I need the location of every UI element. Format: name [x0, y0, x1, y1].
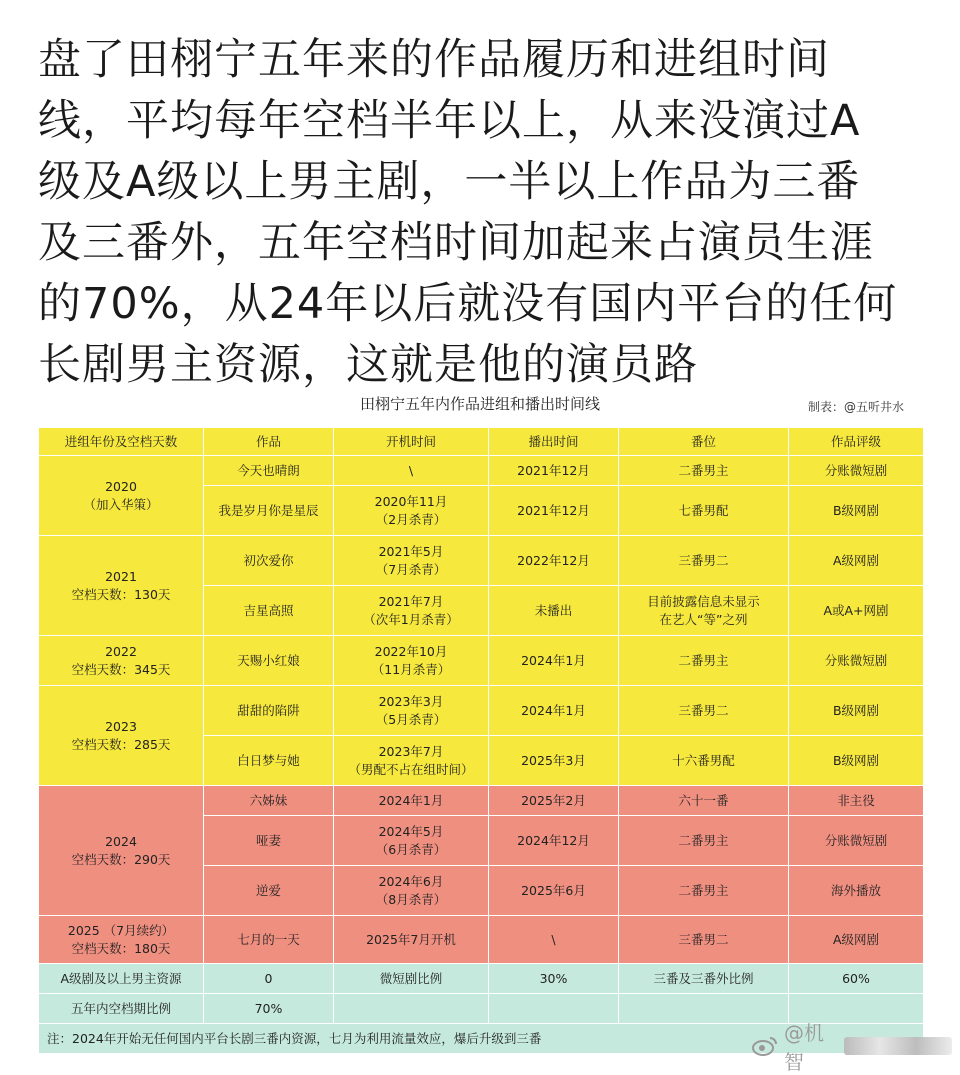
summary-label: 三番及三番外比例 — [619, 964, 789, 994]
summary-value: 0 — [204, 964, 334, 994]
billing — [619, 736, 789, 786]
summary-value: 60% — [789, 964, 924, 994]
start-date — [334, 486, 489, 536]
start-date — [334, 816, 489, 866]
work-title: 吉星高照 — [204, 586, 334, 636]
work-title: 六姊妹 — [204, 786, 334, 816]
start-date-line: 2021年5月 — [378, 543, 444, 559]
start-date-line: （男配不占在组时间） — [348, 761, 474, 777]
year-label: 2022 — [105, 643, 137, 659]
work-title: 初次爱你 — [204, 536, 334, 586]
blurred-username — [844, 1037, 952, 1055]
start-date — [334, 686, 489, 736]
work-title: 白日梦与她 — [204, 736, 334, 786]
billing — [619, 486, 789, 536]
rating: A或A+网剧 — [789, 586, 924, 636]
year-cell — [39, 636, 204, 686]
air-date: 未播出 — [489, 586, 619, 636]
rating: 海外播放 — [789, 866, 924, 916]
headline-line: 及三番外，五年空档时间加起来占演员生涯 — [38, 218, 874, 268]
work-title: 我是岁月你是星辰 — [204, 486, 334, 536]
rating: 分账微短剧 — [789, 816, 924, 866]
start-date-line: 2023年3月 — [378, 693, 444, 709]
rating: B级网剧 — [789, 686, 924, 736]
year-cell — [39, 536, 204, 636]
billing-line: 二番男主 — [678, 652, 729, 668]
work-title: 今天也晴朗 — [204, 456, 334, 486]
summary-empty — [489, 994, 619, 1024]
start-date — [334, 786, 489, 816]
billing-line: 二番男主 — [678, 832, 729, 848]
start-date — [334, 736, 489, 786]
billing — [619, 816, 789, 866]
watermark-text: @机智 — [784, 1021, 824, 1074]
start-date-line: 2023年7月 — [378, 743, 444, 759]
start-date — [334, 916, 489, 964]
air-date: 2022年12月 — [489, 536, 619, 586]
year-note: （加入华策） — [83, 496, 159, 512]
headline-line: 盘了田栩宁五年来的作品履历和进组时间 — [38, 35, 830, 85]
air-date: \ — [489, 916, 619, 964]
start-date-line: 2021年7月 — [378, 593, 444, 609]
work-title: 哑妻 — [204, 816, 334, 866]
table-row — [39, 786, 924, 816]
billing — [619, 916, 789, 964]
billing-line: 二番男主 — [678, 462, 729, 478]
headline — [38, 30, 928, 396]
billing-line: 六十一番 — [678, 792, 729, 808]
air-date: 2021年12月 — [489, 456, 619, 486]
weibo-watermark — [752, 1021, 952, 1074]
rating: 分账微短剧 — [789, 456, 924, 486]
air-date: 2021年12月 — [489, 486, 619, 536]
summary-label: 微短剧比例 — [334, 964, 489, 994]
start-date-line: 2025年7月开机 — [366, 931, 456, 947]
billing-line: 二番男主 — [678, 882, 729, 898]
billing-line: 七番男配 — [678, 502, 729, 518]
billing — [619, 786, 789, 816]
start-date-line: \ — [408, 462, 414, 478]
billing — [619, 866, 789, 916]
table-row — [39, 456, 924, 486]
work-title: 逆爱 — [204, 866, 334, 916]
table-credit: 制表：@五听井水 — [808, 400, 905, 414]
air-date: 2024年12月 — [489, 816, 619, 866]
summary-empty — [334, 994, 489, 1024]
year-cell — [39, 686, 204, 786]
headline-line: 线，平均每年空档半年以上，从来没演过A — [38, 96, 861, 146]
billing-line: 三番男二 — [678, 552, 729, 568]
headline-line: 的70%，从24年以后就没有国内平台的任何 — [38, 279, 898, 329]
billing-line: 在艺人“等”之列 — [659, 611, 748, 627]
header-cell: 作品评级 — [789, 428, 924, 456]
billing-line: 三番男二 — [678, 702, 729, 718]
summary-label: 五年内空档期比例 — [39, 994, 204, 1024]
start-date-line: （2月杀青） — [375, 511, 447, 527]
work-title: 天赐小红娘 — [204, 636, 334, 686]
year-label: 2025 （7月续约） — [67, 922, 175, 938]
summary-row — [39, 964, 924, 994]
rating: B级网剧 — [789, 736, 924, 786]
rating: A级网剧 — [789, 536, 924, 586]
year-label: 2020 — [105, 478, 137, 494]
start-date-line: （8月杀青） — [375, 891, 447, 907]
header-cell: 番位 — [619, 428, 789, 456]
header-cell: 作品 — [204, 428, 334, 456]
billing-line: 三番男二 — [678, 931, 729, 947]
table-row — [39, 536, 924, 586]
start-date-line: 2022年10月 — [374, 643, 448, 659]
table-header-row — [39, 428, 924, 456]
billing-line: 目前披露信息未显示 — [647, 593, 760, 609]
year-cell — [39, 456, 204, 536]
year-gap: 空档天数：345天 — [71, 661, 171, 677]
start-date-line: （5月杀青） — [375, 711, 447, 727]
air-date: 2025年6月 — [489, 866, 619, 916]
start-date-line: （11月杀青） — [371, 661, 451, 677]
year-gap: 空档天数：290天 — [71, 851, 171, 867]
table-row — [39, 686, 924, 736]
billing — [619, 586, 789, 636]
work-title: 甜甜的陷阱 — [204, 686, 334, 736]
air-date: 2025年3月 — [489, 736, 619, 786]
rating: 非主役 — [789, 786, 924, 816]
headline-line: 长剧男主资源，这就是他的演员路 — [38, 340, 698, 390]
start-date-line: 2024年6月 — [378, 873, 444, 889]
start-date-line: 2024年1月 — [378, 792, 444, 808]
header-cell: 播出时间 — [489, 428, 619, 456]
header-cell: 开机时间 — [334, 428, 489, 456]
year-gap: 空档天数：130天 — [71, 586, 171, 602]
billing — [619, 456, 789, 486]
year-gap: 空档天数：180天 — [71, 940, 171, 956]
table-title: 田栩宁五年内作品进组和播出时间线 — [359, 395, 600, 413]
summary-empty — [619, 994, 789, 1024]
table-row — [39, 916, 924, 964]
start-date-line: 2020年11月 — [374, 493, 448, 509]
start-date — [334, 456, 489, 486]
start-date-line: 2024年5月 — [378, 823, 444, 839]
start-date-line: （6月杀青） — [375, 841, 447, 857]
billing-line: 十六番男配 — [672, 752, 735, 768]
summary-label: A级剧及以上男主资源 — [39, 964, 204, 994]
summary-value: 30% — [489, 964, 619, 994]
start-date — [334, 866, 489, 916]
year-label: 2021 — [105, 568, 137, 584]
billing — [619, 686, 789, 736]
air-date: 2024年1月 — [489, 636, 619, 686]
start-date — [334, 586, 489, 636]
air-date: 2025年2月 — [489, 786, 619, 816]
rating: 分账微短剧 — [789, 636, 924, 686]
start-date-line: （次年1月杀青） — [363, 611, 459, 627]
start-date — [334, 636, 489, 686]
year-label: 2023 — [105, 718, 137, 734]
work-title: 七月的一天 — [204, 916, 334, 964]
year-cell — [39, 916, 204, 964]
weibo-logo-icon — [752, 1035, 778, 1057]
start-date-line: （7月杀青） — [375, 561, 447, 577]
billing — [619, 636, 789, 686]
table-note: 注：2024年开始无任何国内平台长剧三番内资源，七月为利用流量效应，爆后升级到三番 — [39, 1024, 924, 1054]
year-label: 2024 — [105, 833, 137, 849]
header-cell: 进组年份及空档天数 — [39, 428, 204, 456]
air-date: 2024年1月 — [489, 686, 619, 736]
year-cell — [39, 786, 204, 916]
start-date — [334, 536, 489, 586]
table-row — [39, 636, 924, 686]
billing — [619, 536, 789, 586]
rating: B级网剧 — [789, 486, 924, 536]
timeline-table — [38, 427, 924, 1054]
summary-value: 70% — [204, 994, 334, 1024]
year-gap: 空档天数：285天 — [71, 736, 171, 752]
headline-line: 级及A级以上男主剧，一半以上作品为三番 — [38, 157, 861, 207]
rating: A级网剧 — [789, 916, 924, 964]
